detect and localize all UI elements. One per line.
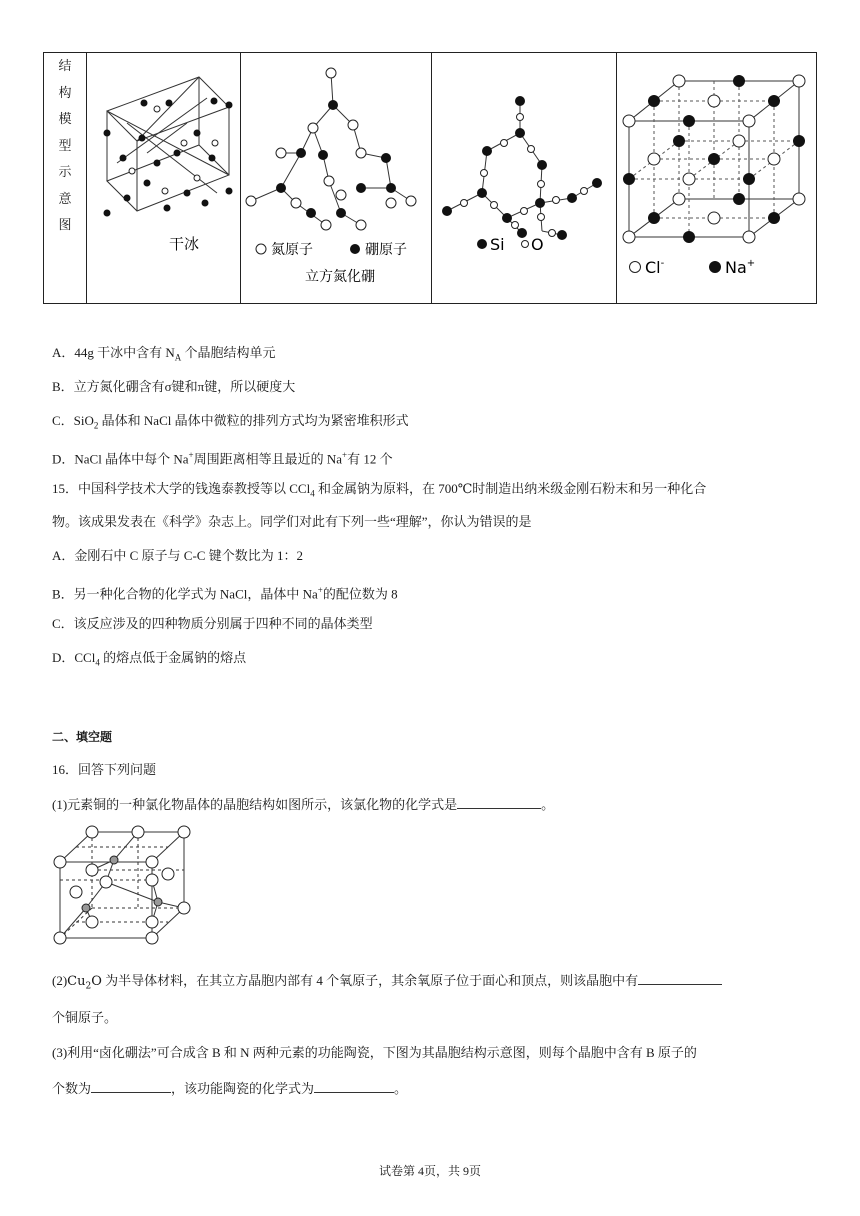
q16-part1: (1)元素铜的一种氯化物晶体的晶胞结构如图所示，该氯化物的化学式是 。 xyxy=(52,794,554,815)
dry-ice-caption: 干冰 xyxy=(169,235,200,253)
q15-option-b: B．另一种化合物的化学式为 NaCl，晶体中 Na+的配位数为 8 xyxy=(52,585,398,602)
dry-ice-figure xyxy=(87,53,240,299)
q16-part2-line2: 个铜原子。 xyxy=(52,1010,118,1025)
cubic-bn-figure xyxy=(241,53,431,299)
q15-option-c: C．该反应涉及的四种物质分别属于四种不同的晶体类型 xyxy=(52,616,373,631)
copper-chloride-cell-figure xyxy=(48,822,198,950)
cl-legend: Cl- xyxy=(645,258,665,277)
row-label: 结 构 模 型 示 意 图 xyxy=(44,53,87,304)
q14-option-d: D．NaCl 晶体中每个 Na+周围距离相等且最近的 Na+有 12 个 xyxy=(52,450,393,467)
answer-blank-1[interactable] xyxy=(457,794,541,809)
q15-stem-line2: 物。该成果发表在《科学》杂志上。同学们对此有下列一些“理解”，你认为错误的是 xyxy=(52,514,532,529)
dry-ice-cell xyxy=(87,53,241,304)
si-legend: Si xyxy=(490,235,505,254)
q14-option-b: B．立方氮化硼含有σ键和π键，所以硬度大 xyxy=(52,379,296,394)
structure-model-table xyxy=(43,52,817,304)
sio2-cell xyxy=(432,53,617,304)
page-footer: 试卷第 4页，共 9页 xyxy=(378,1164,481,1178)
q15-option-d: D．CCl$_4$ 的熔点低于金属钠的熔点 xyxy=(52,650,247,668)
answer-blank-4[interactable] xyxy=(314,1078,394,1093)
sio2-figure xyxy=(432,53,616,299)
nitrogen-legend: 氮原子 xyxy=(271,242,313,258)
cubic-bn-caption: 立方氮化硼 xyxy=(305,269,375,285)
boron-legend: 硼原子 xyxy=(365,242,407,258)
nacl-figure xyxy=(617,53,815,299)
q14-option-a: A．44g 干冰中含有 $N_A$ 个晶胞结构单元 xyxy=(52,345,276,363)
answer-blank-3[interactable] xyxy=(91,1078,171,1093)
q15-option-a: A．金刚石中 C 原子与 C-C 键个数比为 1：2 xyxy=(52,548,303,563)
section-heading: 二、填空题 xyxy=(52,730,113,744)
q15-stem-line1: 15．中国科学技术大学的钱逸泰教授等以 CCl$_4$ 和金属钠为原料，在 700℃时制造出纳米级金刚石粉末和另一种化合 xyxy=(52,481,707,499)
q16-part2-line1: $(2)Cu_2O$ 为半导体材料，在其立方晶胞内部有 4 个氧原子，其余氧原子位于面心和顶点，则该晶胞中有 xyxy=(52,970,722,997)
na-legend: Na+ xyxy=(725,258,756,277)
o-legend: O xyxy=(531,235,544,254)
cubic-bn-cell xyxy=(241,53,432,304)
q16-part3-line1: (3)利用“卤化硼法”可合成含 B 和 N 两种元素的功能陶瓷，下图为其晶胞结构示意图，则每个晶胞中含有 B 原子的 xyxy=(52,1045,697,1060)
nacl-cell xyxy=(617,53,817,304)
q16-stem: 16．回答下列问题 xyxy=(52,762,157,777)
answer-blank-2[interactable] xyxy=(638,970,722,985)
q16-part3-line2: 个数为 ，该功能陶瓷的化学式为 。 xyxy=(52,1078,407,1099)
q14-option-c: C．SiO$_2$ 晶体和 NaCl 晶体中微粒的排列方式均为紧密堆积形式 xyxy=(52,413,409,431)
